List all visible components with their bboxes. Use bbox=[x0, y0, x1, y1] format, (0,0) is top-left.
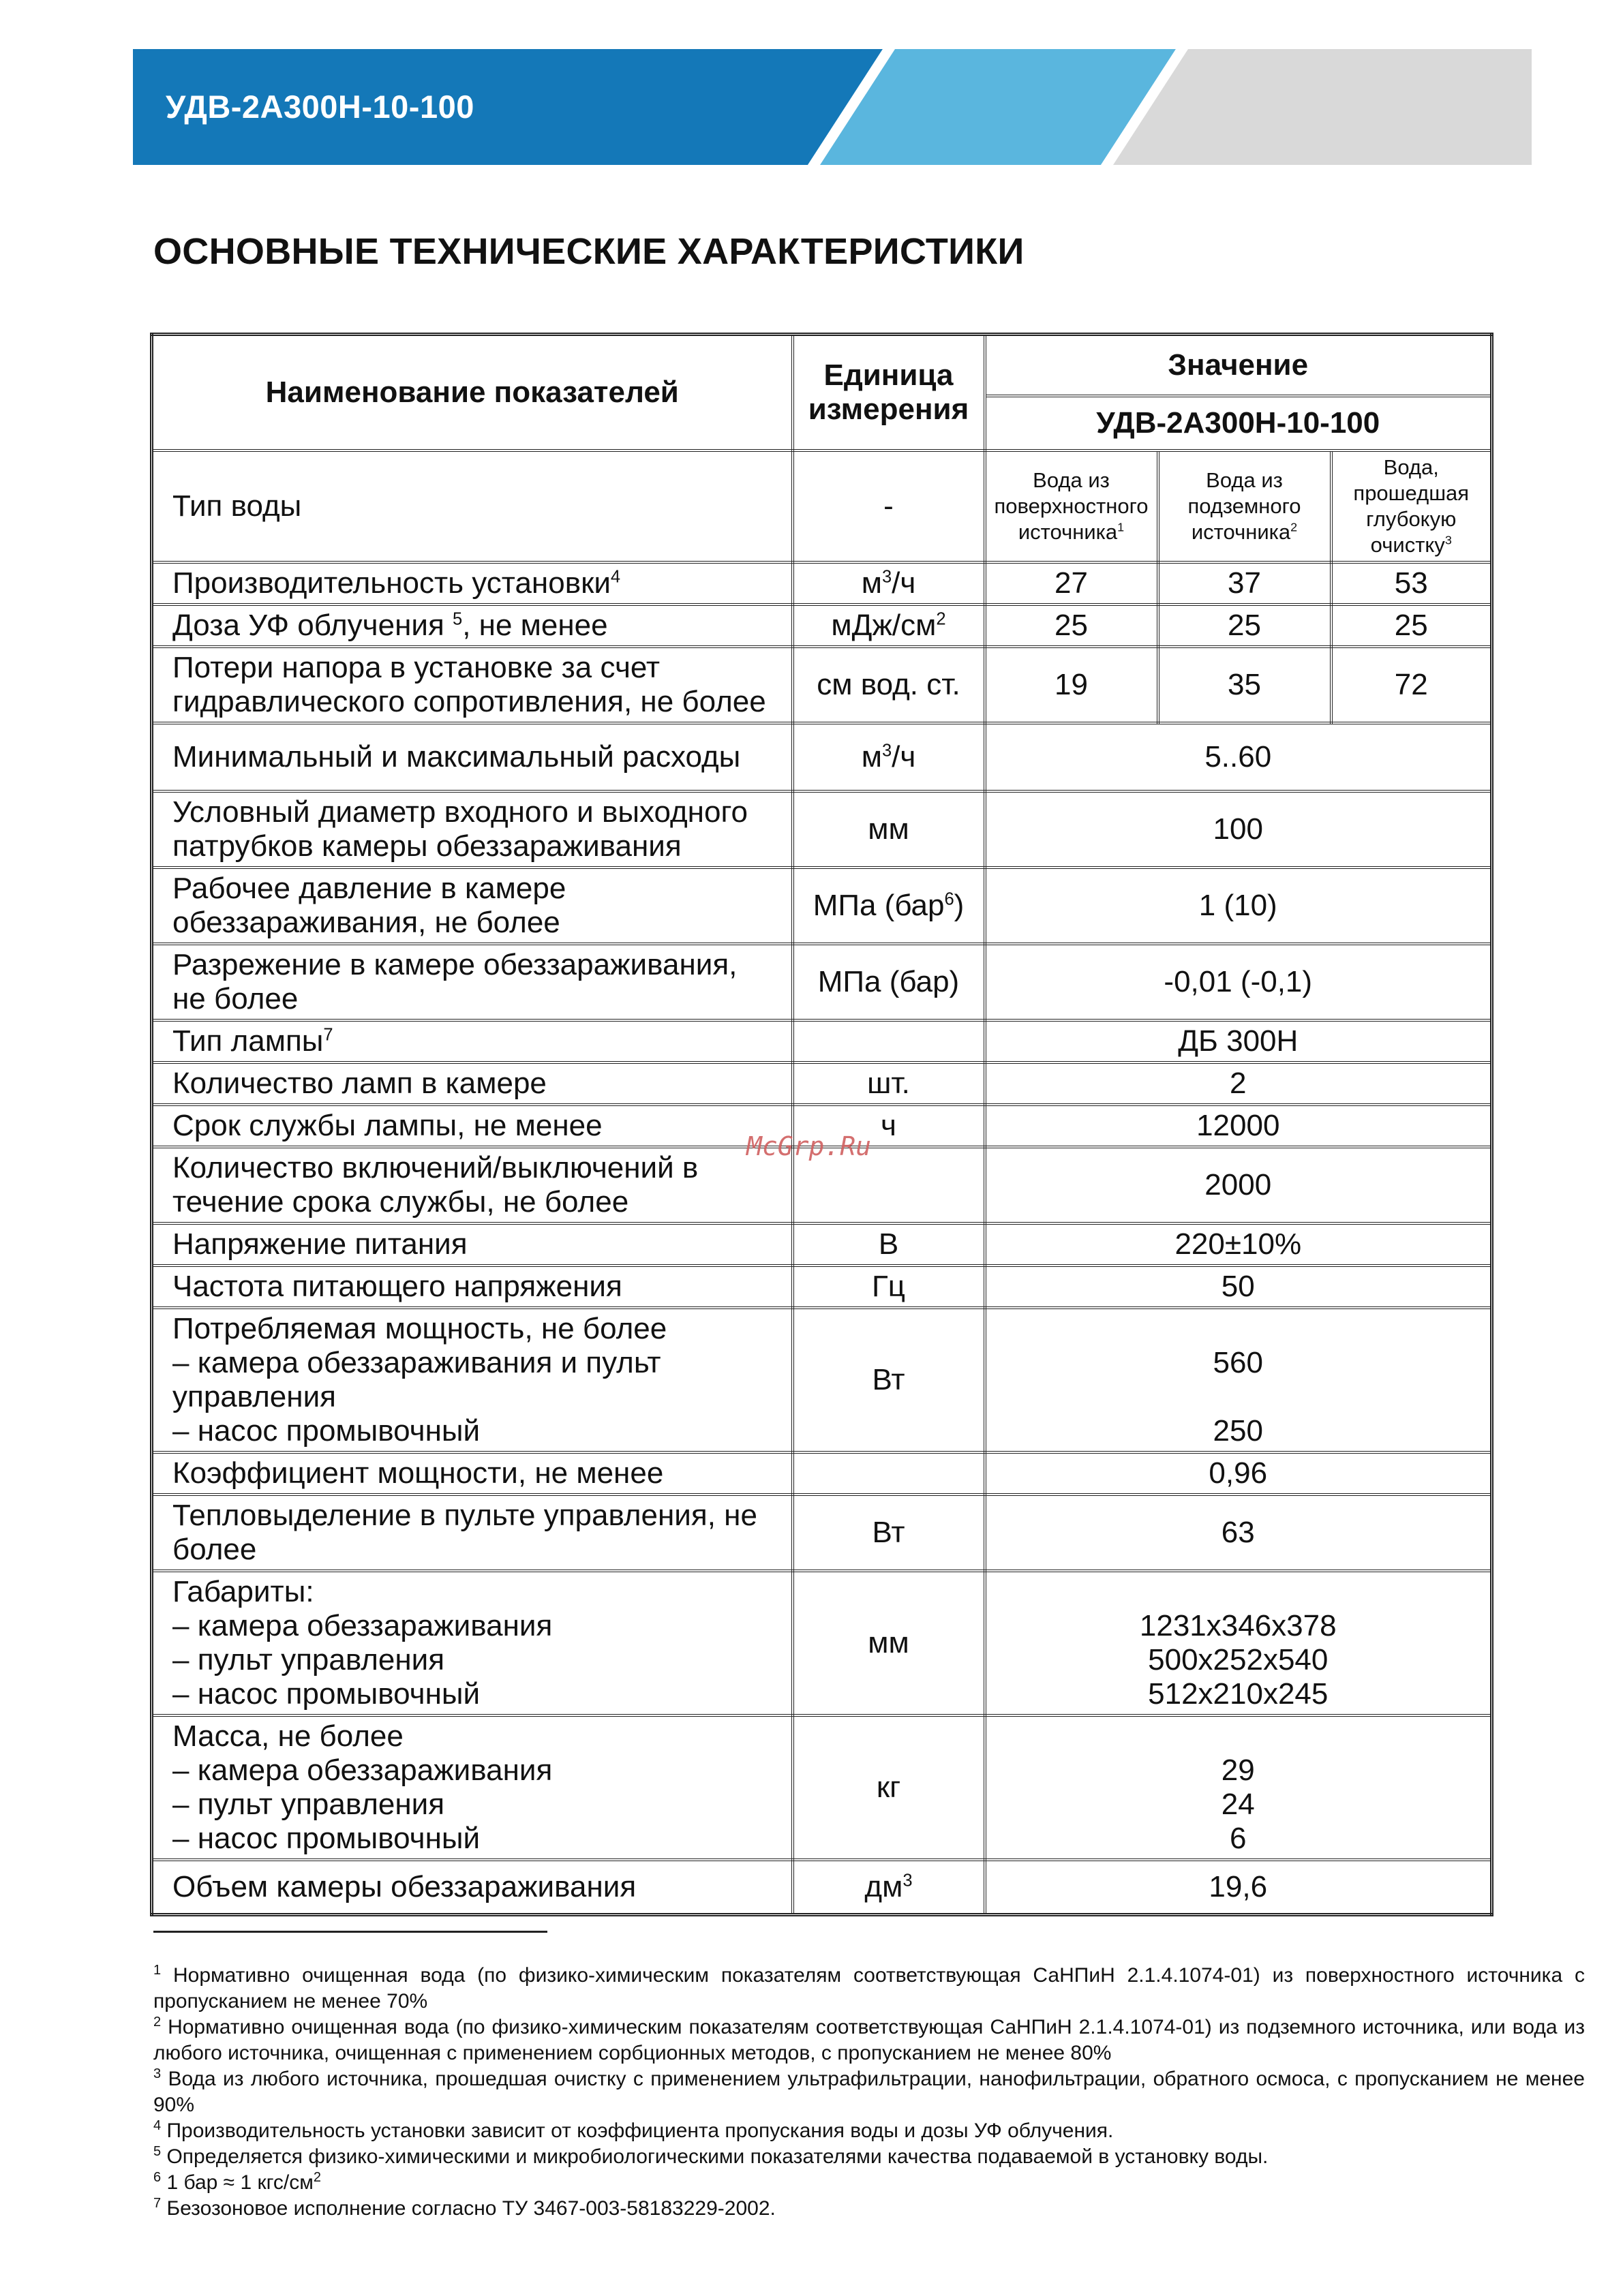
footnote-3: $^3$ Вода из любого источника, прошедшая очистку с применением ультрафильтрации, нанофильтрации, обратного осмоса, с пропусканием не менее 90% bbox=[153, 2066, 1585, 2116]
param-value: 37 bbox=[1158, 562, 1331, 604]
param-name: Габариты: – камера обеззараживания – пульт управления – насос промывочный bbox=[152, 1571, 793, 1715]
param-value: 53 bbox=[1331, 562, 1492, 604]
param-name: Объем камеры обеззараживания bbox=[152, 1860, 793, 1914]
watermark-text: McGrp.Ru bbox=[746, 1131, 872, 1161]
param-value: 2000 bbox=[985, 1147, 1492, 1223]
table-row bbox=[152, 723, 1492, 791]
param-value: 27 bbox=[985, 562, 1158, 604]
param-name: Тип воды bbox=[152, 450, 793, 562]
param-value: 35 bbox=[1158, 647, 1331, 723]
table-row bbox=[152, 791, 1492, 868]
param-value: 25 bbox=[1331, 604, 1492, 647]
param-name: Масса, не более – камера обеззараживания – пульт управления – насос промывочный bbox=[152, 1715, 793, 1860]
param-name: Производительность установки$^4$ bbox=[152, 562, 793, 604]
water-type-deep-cleaned: Вода, прошедшая глубокую очистку$^3$ bbox=[1331, 450, 1492, 562]
table-header-row bbox=[152, 335, 1492, 397]
table-row bbox=[152, 1223, 1492, 1266]
table-row bbox=[152, 1062, 1492, 1105]
footnote-6: $^6$ 1 бар ≈ 1 кгс/$см^2$ bbox=[153, 2170, 321, 2194]
param-unit bbox=[793, 1452, 985, 1495]
table-row bbox=[152, 868, 1492, 944]
param-name: Коэффициент мощности, не менее bbox=[152, 1452, 793, 1495]
param-unit: МПа (бар) bbox=[793, 944, 985, 1020]
header-parameter-name: Наименование показателей bbox=[152, 335, 793, 451]
header-model: УДВ-2А300Н-10-100 bbox=[985, 396, 1492, 450]
param-unit: $м^3/ч$ bbox=[793, 723, 985, 791]
footnote-2: $^2$ Нормативно очищенная вода (по физико-химическим показателям соответствующая СаНПиН 2.1.4.1074-01) из подземного источника, или вода из любого источника, очищенная с применением сорбционных методов, с пропусканием не менее 80% bbox=[153, 2015, 1585, 2064]
param-value: 560 250 bbox=[985, 1308, 1492, 1452]
param-name: Рабочее давление в камере обеззараживания, не более bbox=[152, 868, 793, 944]
param-unit: шт. bbox=[793, 1062, 985, 1105]
param-value: ДБ 300Н bbox=[985, 1020, 1492, 1062]
param-name: Доза УФ облучения $^5$, не менее bbox=[152, 604, 793, 647]
param-value: 19,6 bbox=[985, 1860, 1492, 1914]
param-unit: мм bbox=[793, 791, 985, 868]
param-name: Частота питающего напряжения bbox=[152, 1266, 793, 1308]
table-row bbox=[152, 1266, 1492, 1308]
header-banner bbox=[133, 49, 1532, 165]
param-name: Условный диаметр входного и выходного патрубков камеры обеззараживания bbox=[152, 791, 793, 868]
param-name: Срок службы лампы, не менее bbox=[152, 1105, 793, 1147]
param-value: 19 bbox=[985, 647, 1158, 723]
param-unit: Гц bbox=[793, 1266, 985, 1308]
param-value: 63 bbox=[985, 1495, 1492, 1571]
footnotes bbox=[153, 1963, 1585, 2222]
banner-model-title: УДВ-2А300Н-10-100 bbox=[166, 89, 474, 125]
table-row bbox=[152, 450, 1492, 562]
water-type-underground: Вода из подземного источника$^2$ bbox=[1158, 450, 1331, 562]
param-value: 29 24 6 bbox=[985, 1715, 1492, 1860]
param-value: 5..60 bbox=[985, 723, 1492, 791]
param-name: Потери напора в установке за счет гидравлического сопротивления, не более bbox=[152, 647, 793, 723]
page-title: ОСНОВНЫЕ ТЕХНИЧЕСКИЕ ХАРАКТЕРИСТИКИ bbox=[153, 231, 1025, 272]
param-value: 0,96 bbox=[985, 1452, 1492, 1495]
table-row bbox=[152, 1715, 1492, 1860]
table-row bbox=[152, 1020, 1492, 1062]
param-unit: МПа (бар$^6$) bbox=[793, 868, 985, 944]
param-value: 50 bbox=[985, 1266, 1492, 1308]
param-value: 72 bbox=[1331, 647, 1492, 723]
param-name: Разрежение в камере обеззараживания, не более bbox=[152, 944, 793, 1020]
param-value: 220±10% bbox=[985, 1223, 1492, 1266]
header-value: Значение bbox=[985, 335, 1492, 397]
param-unit: - bbox=[793, 450, 985, 562]
param-value: 12000 bbox=[985, 1105, 1492, 1147]
param-unit: мДж/$см^2$ bbox=[793, 604, 985, 647]
param-unit bbox=[793, 1020, 985, 1062]
water-type-surface: Вода из поверхностного источника$^1$ bbox=[985, 450, 1158, 562]
param-name: Количество включений/выключений в течение срока службы, не более bbox=[152, 1147, 793, 1223]
param-value: 100 bbox=[985, 791, 1492, 868]
param-value: 25 bbox=[1158, 604, 1331, 647]
param-unit: мм bbox=[793, 1571, 985, 1715]
footnote-4: $^4$ Производительность установки зависит от коэффициента пропускания воды и дозы УФ облучения. bbox=[153, 2118, 1114, 2142]
param-unit: $м^3/ч$ bbox=[793, 562, 985, 604]
table-row bbox=[152, 1308, 1492, 1452]
param-value: 2 bbox=[985, 1062, 1492, 1105]
param-name: Тепловыделение в пульте управления, не более bbox=[152, 1495, 793, 1571]
table-row bbox=[152, 604, 1492, 647]
specifications-table bbox=[150, 333, 1493, 1916]
footnote-separator bbox=[153, 1931, 547, 1933]
footnote-1: $^1$ Нормативно очищенная вода (по физико-химическим показателям соответствующая СаНПиН 2.1.4.1074-01) из поверхностного источника с пропусканием не менее 70% bbox=[153, 1963, 1585, 2012]
param-unit: кг bbox=[793, 1715, 985, 1860]
table-row bbox=[152, 944, 1492, 1020]
footnote-7: $^7$ Безозоновое исполнение согласно ТУ 3467-003-58183229-2002. bbox=[153, 2196, 776, 2220]
table-row bbox=[152, 1495, 1492, 1571]
param-unit: $дм^3$ bbox=[793, 1860, 985, 1914]
param-unit: Вт bbox=[793, 1495, 985, 1571]
param-name: Количество ламп в камере bbox=[152, 1062, 793, 1105]
param-unit: В bbox=[793, 1223, 985, 1266]
param-value: -0,01 (-0,1) bbox=[985, 944, 1492, 1020]
header-unit: Единица измерения bbox=[793, 335, 985, 451]
table-row bbox=[152, 647, 1492, 723]
param-name: Тип лампы$^7$ bbox=[152, 1020, 793, 1062]
param-name: Потребляемая мощность, не более – камера обеззараживания и пульт управления – насос промывочный bbox=[152, 1308, 793, 1452]
table-row bbox=[152, 1571, 1492, 1715]
param-value: 25 bbox=[985, 604, 1158, 647]
param-unit: ч bbox=[793, 1105, 985, 1147]
footnote-5: $^5$ Определяется физико-химическими и микробиологическими показателями качества подаваемой в установку воды. bbox=[153, 2144, 1269, 2168]
param-name: Минимальный и максимальный расходы bbox=[152, 723, 793, 791]
table-row bbox=[152, 1452, 1492, 1495]
param-unit: Вт bbox=[793, 1308, 985, 1452]
param-value: 1231x346x378 500x252x540 512x210x245 bbox=[985, 1571, 1492, 1715]
table-row bbox=[152, 562, 1492, 604]
param-unit: см вод. ст. bbox=[793, 647, 985, 723]
table-row bbox=[152, 1860, 1492, 1914]
param-value: 1 (10) bbox=[985, 868, 1492, 944]
param-name: Напряжение питания bbox=[152, 1223, 793, 1266]
